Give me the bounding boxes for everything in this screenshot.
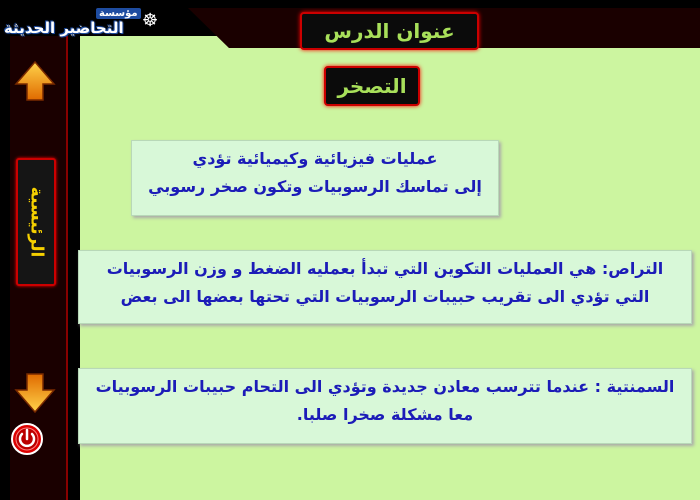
home-label: الرئيسية — [26, 186, 46, 258]
compaction-card — [78, 250, 692, 324]
compaction-line-1: التراص: هي العمليات التكوين التي تبدأ بعمليه الضغط و وزن الرسوبيات — [106, 259, 664, 278]
lesson-title-box — [300, 12, 479, 50]
topic-title: التصخر — [337, 74, 407, 98]
definition-card — [131, 140, 499, 216]
compaction-line-2: التي تؤدي الى تقريب حبيبات الرسوبيات التي تحتها بعضها الى بعض — [120, 287, 650, 306]
logo-text: التحاضير الحديثة — [4, 19, 124, 37]
definition-line-1: عمليات فيزيائية وكيميائية تؤدي — [192, 149, 438, 168]
cementation-card — [78, 368, 692, 444]
logo — [4, 8, 184, 38]
power-icon[interactable] — [10, 422, 44, 456]
logo-emblem-icon: ☸ — [142, 10, 159, 31]
logo-caption: مؤسسة — [96, 8, 141, 19]
home-button[interactable] — [16, 158, 56, 286]
decorative-stripe — [676, 440, 690, 500]
down-arrow-icon[interactable] — [14, 372, 56, 414]
lesson-title: عنوان الدرس — [324, 19, 455, 43]
definition-line-2: إلى تماسك الرسوبيات وتكون صخر رسوبي — [148, 177, 482, 196]
cementation-line-1: السمنتية : عندما تترسب معادن جديدة وتؤدي الى التحام حبيبات الرسوبيات — [95, 377, 675, 396]
topic-title-box — [324, 66, 420, 106]
up-arrow-icon[interactable] — [14, 60, 56, 102]
cementation-line-2: معا مشكلة صخرا صلبا. — [296, 405, 474, 424]
